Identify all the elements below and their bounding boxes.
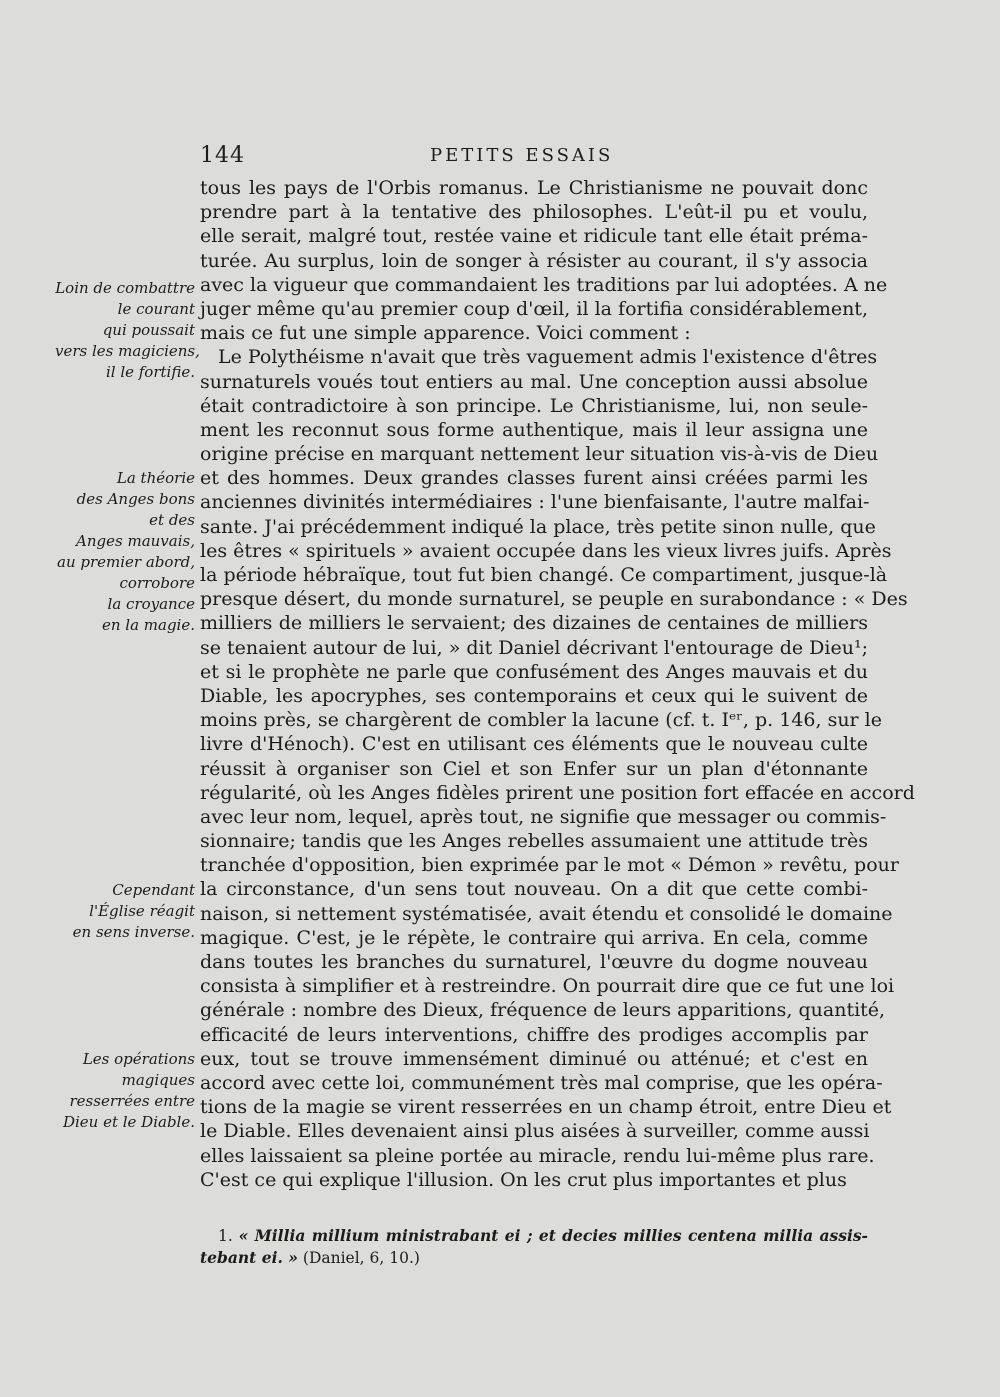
body-line: générale : nombre des Dieux, fréquence de leurs apparitions, quantité, — [200, 999, 886, 1022]
body-line: anciennes divinités intermédiaires : l'une bienfaisante, l'autre malfai- — [200, 491, 870, 514]
margin-note-eglise — [55, 880, 195, 943]
body-line: accord avec cette loi, communément très mal comprise, que les opéra- — [200, 1071, 883, 1094]
body-line: et si le prophète ne parle que confusément des Anges mauvais et du — [200, 660, 868, 683]
margin-note-line: magiques — [121, 1071, 195, 1089]
running-title: PETITS ESSAIS — [430, 145, 614, 166]
body-line: sante. J'ai précédemment indiqué la place, très petite sinon nulle, que — [200, 515, 876, 538]
margin-note-line: des Anges bons — [76, 490, 195, 508]
body-line: tions de la magie se virent resserrées en un champ étroit, entre Dieu et — [200, 1096, 892, 1119]
margin-note-operations — [55, 1049, 195, 1133]
footnote-reference: (Daniel, 6, 10.) — [297, 1249, 420, 1267]
body-line: origine précise en marquant nettement leur situation vis-à-vis de Dieu — [200, 443, 879, 466]
footnote-quote-line-1: « Millia millium ministrabant ei ; et decies millies centena millia assis- — [238, 1226, 868, 1245]
margin-note-line: il le fortifie. — [105, 363, 195, 381]
body-line: mais ce fut une simple apparence. Voici comment : — [200, 322, 691, 345]
body-line: eux, tout se trouve immensément diminué ou atténué; et c'est en — [200, 1047, 868, 1070]
body-line: naison, si nettement systématisée, avait étendu et consolidé le domaine — [200, 902, 893, 925]
page-number: 144 — [200, 143, 245, 168]
margin-note-line: la croyance — [107, 595, 195, 613]
body-line: dans toutes les branches du surnaturel, l'œuvre du dogme nouveau — [200, 951, 868, 973]
body-line: réussit à organiser son Ciel et son Enfer sur un plan d'étonnante — [200, 757, 868, 780]
body-line: milliers de milliers le servaient; des dizaines de centaines de milliers — [200, 612, 868, 635]
margin-note-line: au premier abord, — [57, 553, 195, 571]
footnote-line-1 — [200, 1225, 868, 1247]
body-line: Diable, les apocryphes, ses contemporains et ceux qui le suivent de — [200, 684, 868, 707]
margin-note-line: Loin de combattre — [55, 279, 195, 297]
margin-note-line: La théorie — [116, 469, 195, 487]
body-line: ment les reconnut sous forme authentique, mais il leur assigna une — [200, 418, 868, 441]
body-text — [200, 176, 915, 1192]
body-line: surnaturels voués tout entiers au mal. Une conception aussi absolue — [200, 370, 868, 393]
margin-note-anges — [55, 468, 195, 636]
margin-note-line: en la magie. — [101, 616, 195, 634]
body-line: le Diable. Elles devenaient ainsi plus aisées à surveiller, comme aussi — [200, 1120, 870, 1143]
body-line: et des hommes. Deux grandes classes furent ainsi créées parmi les — [200, 467, 868, 490]
body-line: presque désert, du monde surnaturel, se peuple en surabondance : « Des — [200, 588, 908, 611]
footnote-number: 1. — [218, 1227, 233, 1245]
footnote-line-2 — [200, 1247, 868, 1269]
body-line: consista à simplifier et à restreindre. On pourrait dire que ce fut une loi — [200, 975, 895, 998]
body-line: avec la vigueur que commandaient les traditions par lui adoptées. A ne — [200, 273, 888, 296]
body-line: efficacité de leurs interventions, chiffre des prodiges accomplis par — [200, 1023, 868, 1046]
page-header — [200, 143, 868, 173]
footnote-quote-line-2: tebant ei. » — [200, 1248, 298, 1267]
body-line: elles laissaient sa pleine portée au miracle, rendu lui-même plus rare. — [200, 1144, 875, 1167]
body-line: régularité, où les Anges fidèles prirent une position fort effacée en accord — [200, 781, 915, 804]
body-line: était contradictoire à son principe. Le Christianisme, lui, non seule- — [200, 394, 868, 417]
margin-note-fortifie — [55, 278, 200, 383]
body-line: prendre part à la tentative des philosophes. L'eût-il pu et voulu, — [200, 201, 868, 224]
margin-note-line: corrobore — [119, 574, 195, 592]
body-line: juger même qu'au premier coup d'œil, il la fortifia considérablement, — [200, 297, 868, 320]
body-line: livre d'Hénoch). C'est en utilisant ces éléments que le nouveau culte — [200, 733, 868, 756]
margin-note-line: vers les magiciens, — [55, 342, 200, 360]
margin-note-line: Les opérations — [82, 1050, 195, 1068]
body-line: magique. C'est, je le répète, le contraire qui arriva. En cela, comme — [200, 926, 868, 949]
body-line: tous les pays de l'Orbis romanus. Le Christianisme ne pouvait donc — [200, 177, 868, 199]
body-line: les êtres « spirituels » avaient occupée dans les vieux livres juifs. Après — [200, 539, 892, 562]
margin-note-line: resserrées entre — [69, 1092, 195, 1110]
margin-note-line: en sens inverse. — [72, 923, 195, 941]
footnote — [200, 1225, 868, 1269]
body-line: elle serait, malgré tout, restée vaine et ridicule tant elle était préma- — [200, 225, 868, 248]
margin-note-line: et des — [149, 511, 195, 529]
body-line: Le Polythéisme n'avait que très vaguement admis l'existence d'êtres — [218, 346, 878, 369]
body-line: C'est ce qui explique l'illusion. On les crut plus importantes et plus — [200, 1168, 847, 1191]
body-line: turée. Au surplus, loin de songer à résister au courant, il s'y associa — [200, 249, 868, 272]
margin-note-line: le courant — [117, 300, 195, 318]
body-line: sionnaire; tandis que les Anges rebelles assumaient une attitude très — [200, 830, 868, 853]
margin-note-line: Dieu et le Diable. — [62, 1113, 195, 1131]
body-line: avec leur nom, lequel, après tout, ne signifie que messager ou commis- — [200, 805, 887, 828]
body-line: se tenaient autour de lui, » dit Daniel décrivant l'entourage de Dieu¹; — [200, 636, 868, 659]
body-line: tranchée d'opposition, bien exprimée par le mot « Démon » revêtu, pour — [200, 854, 899, 877]
margin-note-line: Cependant — [112, 881, 195, 899]
body-line: la circonstance, d'un sens tout nouveau. On a dit que cette combi- — [200, 878, 868, 901]
margin-note-line: l'Église réagit — [89, 902, 195, 920]
margin-note-line: Anges mauvais, — [76, 532, 195, 550]
margin-note-line: qui poussait — [102, 321, 195, 339]
body-line: moins près, se chargèrent de combler la lacune (cf. t. Iᵉʳ, p. 146, sur le — [200, 709, 882, 732]
body-line: la période hébraïque, tout fut bien changé. Ce compartiment, jusque-là — [200, 564, 888, 586]
